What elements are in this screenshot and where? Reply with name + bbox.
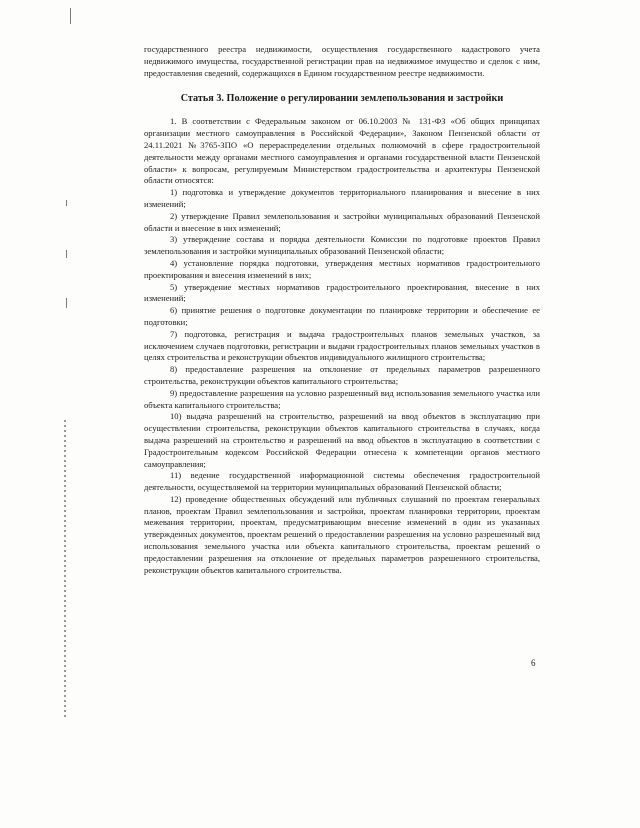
scan-mark: [70, 8, 71, 24]
binding-edge-strip: [64, 420, 66, 720]
list-item: 7) подготовка, регистрация и выдача градостроительных планов земельных участков, за исключением случаев подготовки, регистрации и выдачи градостроительных планов земельных участков в целях строительства и реконструкции объектов индивидуального жилищного строительства;: [144, 328, 540, 363]
list-item: 6) принятие решения о подготовке документации по планировке территории и обеспечение ее подготовки;: [144, 305, 540, 327]
paragraph-intro: 1. В соответствии с Федеральным законом от 06.10.2003 № 131-ФЗ «Об общих принципах организации местного самоуправления в Российской Федерации», Законом Пензенской области от 24.11.2021 №3765-ЗПО «О перераспределении отдельных полномочий в сфере градостроительной деятельности между органами местного самоуправления и органами государственной власти Пензенской области» к вопросам, регулируемым Министерством градостроительства и архитектуры Пензенской области относятся:: [144, 116, 540, 186]
paragraph-continuation: государственного реестра недвижимости, осуществления государственного кадастрового учета недвижимого имущества, государственной регистрации прав на недвижимое имущество и сделок с ним, предоставления сведений, содержащихся в Едином государственном реестре недвижимости.: [144, 44, 540, 78]
list-item: 1) подготовка и утверждение документов территориального планирования и внесение в них изменений;: [144, 187, 540, 209]
list-item: 2) утверждение Правил землепользования и застройки муниципальных образований Пензенской области и внесение в них изменений;: [144, 210, 540, 233]
list-item: 8) предоставление разрешения на отклонение от предельных параметров разрешенного строительства, реконструкции объектов капитального строительства;: [144, 364, 540, 386]
document-page: [144, 44, 540, 576]
list-item: 5) утверждение местных нормативов градостроительного проектирования, внесение в них изменений;: [144, 281, 540, 304]
list-item: 10) выдача разрешений на строительство, разрешений на ввод объектов в эксплуатацию при осуществлении строительства, реконструкции объектов капитального строительства в случаях, когда выдача разрешений на строительство и разрешений на ввод объектов в эксплуатацию в соответствии с Градостроительным кодексом Российской Федерации отнесена к компетенции органов местного самоуправления;: [144, 411, 540, 469]
article-heading: Статья 3. Положение о регулировании землепользования и застройки: [180, 93, 504, 105]
list-item: 11) ведение государственной информационной системы обеспечения градостроительной деятельности, осуществляемой на территории муниципальных образований Пензенской области;: [144, 470, 540, 493]
list-item: 3) утверждение состава и порядка деятельности Комиссии по подготовке проектов Правил землепользования и застройки муниципальных образований Пензенской области;: [144, 234, 540, 257]
scan-mark: [66, 250, 67, 258]
scan-mark: [66, 200, 67, 206]
page-number: 6: [531, 658, 536, 668]
scan-mark: [66, 298, 67, 308]
list-item: 9) предоставление разрешения на условно разрешенный вид использования земельного участка или объекта капитального строительства;: [144, 387, 540, 410]
list-item: 12) проведение общественных обсуждений или публичных слушаний по проектам генеральных планов, проектам Правил землепользования и застройки, проектам планировки территории, проектам межевания территории, проектам, предусматривающим внесение изменений в один из указанных утвержденных документов, проектам решений о предоставлении разрешения на условно разрешенный вид использования земельного участка или объекта капитального строительства, проектам решений о предоставлении разрешения на отклонение от предельных параметров разрешенного строительства, реконструкции объектов капитального строительства.: [144, 493, 540, 575]
list-item: 4) установление порядка подготовки, утверждения местных нормативов градостроительного проектирования и внесения изменений в них;: [144, 257, 540, 280]
